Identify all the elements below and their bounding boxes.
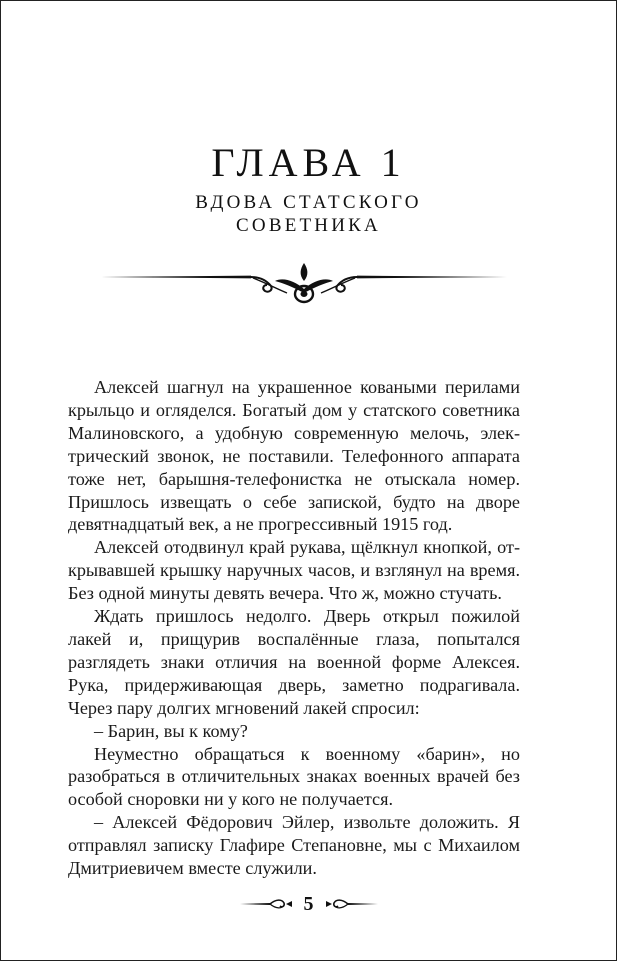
chapter-subtitle xyxy=(1,191,616,237)
footer-ornament-left-icon xyxy=(240,897,292,911)
paragraph-6-dialogue: – Алексей Фёдорович Эйлер, извольте доложить. Я отправлял записку Глафире Степановне, мы с Михаилом Дмитриевичем вместе служили. xyxy=(68,812,520,879)
page-number: 5 xyxy=(303,893,314,915)
paragraph-1: Алексей шагнул на украшенное коваными перилами крыльцо и огляделся. Богатый дом у статского советника Малиновского, а удобную современную мелочь, электрический звонок, не поставили. Телефонного аппарата тоже нет, барышня-телефонистка не отыскала номер. Пришлось извещать о себе запиской, будто на дворе девятнадцатый век, а не прогрессивный 1915 год. xyxy=(68,377,520,535)
chapter-subtitle-line-2: СОВЕТНИКА xyxy=(236,215,381,236)
page-footer xyxy=(1,889,616,919)
chapter-body xyxy=(68,376,520,880)
chapter-title: ГЛАВА 1 xyxy=(211,140,406,185)
paragraph-2: Алексей отодвинул край рукава, щёлкнул кнопкой, открывавшей крышку наручных часов, и взглянул на время. Без одной минуты девять вечера. Что ж, можно стучать. xyxy=(68,537,520,604)
paragraph-5: Неуместно обращаться к военному «барин», но разобраться в отличительных знаках военных врачей без особой сноровки ни у кого не получается. xyxy=(68,743,520,810)
chapter-subtitle-line-1: ВДОВА СТАТСКОГО xyxy=(195,192,422,213)
footer-ornament-right-icon xyxy=(326,897,378,911)
chapter-divider-ornament xyxy=(101,259,507,309)
paragraph-4-dialogue: – Барин, вы к кому? xyxy=(94,720,248,741)
paragraph-3: Ждать пришлось недолго. Дверь открыл пожилой лакей и, прищурив воспалённые глаза, попытался разглядеть знаки отличия на военной форме Алексея. Рука, придерживающая дверь, заметно подрагивала. Через пару долгих мгновений лакей спросил: xyxy=(68,606,520,718)
